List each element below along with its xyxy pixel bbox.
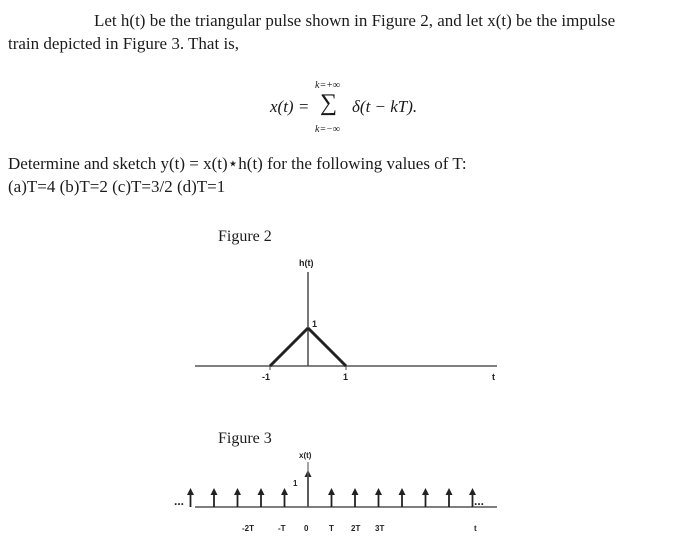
impulse-arrowhead	[234, 488, 241, 495]
sum-lower-limit: k=−∞	[315, 124, 341, 135]
impulse-arrowhead	[187, 488, 194, 495]
fig3-tick-label-0: 0	[304, 524, 309, 533]
equation-lhs: x(t) =	[270, 97, 310, 116]
equation-sum-body: δ(t − kT).	[352, 97, 418, 116]
impulse-arrowhead	[446, 488, 453, 495]
impulse-arrows	[187, 462, 476, 507]
fig3-x-label: t	[474, 524, 477, 533]
intro-line-1: Let h(t) be the triangular pulse shown in Figure 2, and let x(t) be the impulse	[94, 11, 616, 30]
fig2-peak-label: 1	[312, 319, 318, 329]
task-line-1: Determine and sketch y(t) = x(t)⋆h(t) for the following values of T:	[8, 154, 467, 173]
triangle-rising-edge	[270, 328, 308, 366]
figure-2-title: Figure 2	[218, 228, 272, 245]
fig2-tick-label-1: 1	[343, 372, 349, 382]
fig3-ellipsis-right: ...	[474, 494, 485, 508]
impulse-arrowhead	[352, 488, 359, 495]
fig3-ellipsis-left: ...	[174, 494, 185, 508]
figure-3-title: Figure 3	[218, 430, 272, 447]
sum-upper-limit: k=+∞	[315, 80, 341, 91]
figure-3-plot	[174, 451, 497, 533]
figure-2-plot	[195, 258, 497, 382]
fig2-y-label: h(t)	[299, 258, 314, 268]
fig3-tick-label-minus-T: -T	[278, 524, 286, 533]
fig3-tick-label-T: T	[329, 524, 334, 533]
fig3-tick-label-3T: 3T	[375, 524, 385, 533]
impulse-arrowhead	[375, 488, 382, 495]
fig3-tick-label-minus-2T: -2T	[242, 524, 254, 533]
fig3-y-label: x(t)	[299, 451, 312, 460]
impulse-arrowhead	[211, 488, 218, 495]
intro-line-2: train depicted in Figure 3. That is,	[8, 34, 240, 53]
impulse-arrowhead	[399, 488, 406, 495]
fig3-impulse-label: 1	[293, 479, 298, 488]
sigma-symbol: ∑	[320, 90, 338, 116]
triangle-falling-edge	[308, 328, 346, 366]
fig2-x-label: t	[492, 372, 495, 382]
impulse-arrowhead	[422, 488, 429, 495]
fig2-tick-label-minus-1: -1	[262, 372, 271, 382]
task-line-2: (a)T=4 (b)T=2 (c)T=3/2 (d)T=1	[8, 177, 226, 196]
impulse-arrowhead	[258, 488, 265, 495]
impulse-arrowhead	[281, 488, 288, 495]
impulse-arrowhead	[328, 488, 335, 495]
fig3-tick-label-2T: 2T	[351, 524, 361, 533]
